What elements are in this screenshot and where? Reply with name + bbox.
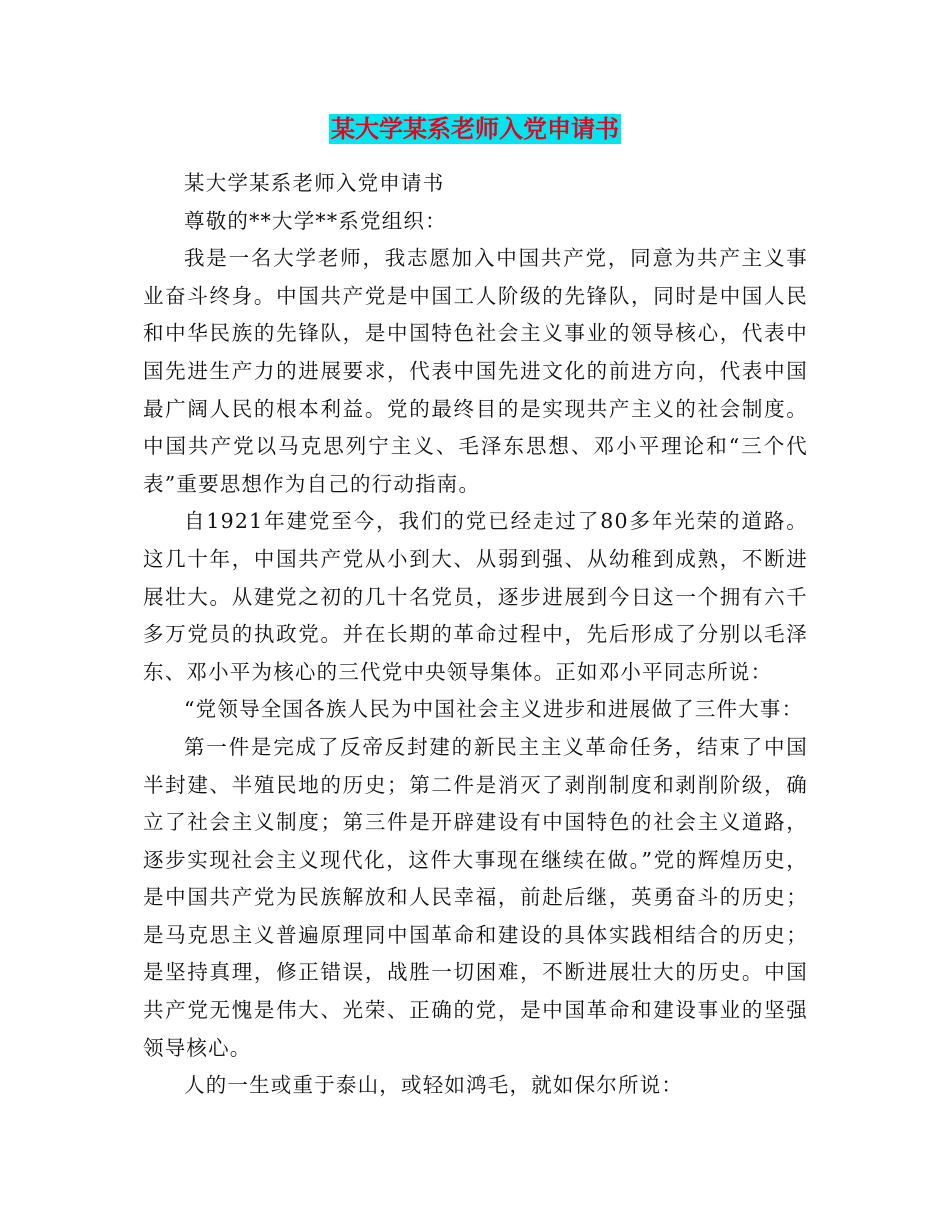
paragraph-intro: 我是一名大学老师，我志愿加入中国共产党，同意为共产主义事业奋斗终身。中国共产党是中国工人阶级的先锋队，同时是中国人民和中华民族的先锋队，是中国特色社会主义事业的领导核心，代表中国先进生产力的进展要求，代表中国先进文化的前进方向，代表中国最广阔人民的根本利益。党的最终目的是实现共产主义的社会制度。中国共产党以马克思列宁主义、毛泽东思想、邓小平理论和“三个代表”重要思想作为自己的行动指南。 (143, 246, 808, 496)
document-title: 某大学某系老师入党申请书 (331, 114, 619, 143)
paragraph-life: 人的一生或重于泰山，或轻如鸿毛，就如保尔所说： (184, 1073, 684, 1098)
paragraph-quote-start: “党领导全国各族人民为中国社会主义进步和进展做了三件大事： (184, 697, 804, 722)
paragraph-history: 自1921年建党至今，我们的党已经走过了80多年光荣的道路。这几十年，中国共产党从小到大、从弱到强、从幼稚到成熟，不断进展壮大。从建党之初的几十名党员，逐步进展到今日这一个拥有六千多万党员的执政党。并在长期的革命过程中，先后形成了分别以毛泽东、邓小平为核心的三代党中央领导集体。正如邓小平同志所说： (143, 509, 808, 684)
document-body (143, 165, 808, 1105)
title-row (0, 114, 950, 144)
paragraph-salutation: 尊敬的**大学**系党组织： (184, 208, 447, 233)
paragraph-three-events: 第一件是完成了反帝反封建的新民主主义革命任务，结束了中国半封建、半殖民地的历史；第二件是消灭了剥削制度和剥削阶级，确立了社会主义制度；第三件是开辟建设有中国特色的社会主义道路，逐步实现社会主义现代化，这件大事现在继续在做。”党的辉煌历史，是中国共产党为民族解放和人民幸福，前赴后继，英勇奋斗的历史；是马克思主义普遍原理同中国革命和建设的具体实践相结合的历史；是坚持真理，修正错误，战胜一切困难，不断进展壮大的历史。中国共产党无愧是伟大、光荣、正确的党，是中国革命和建设事业的坚强领导核心。 (143, 734, 808, 1060)
paragraph-subtitle: 某大学某系老师入党申请书 (184, 171, 445, 195)
